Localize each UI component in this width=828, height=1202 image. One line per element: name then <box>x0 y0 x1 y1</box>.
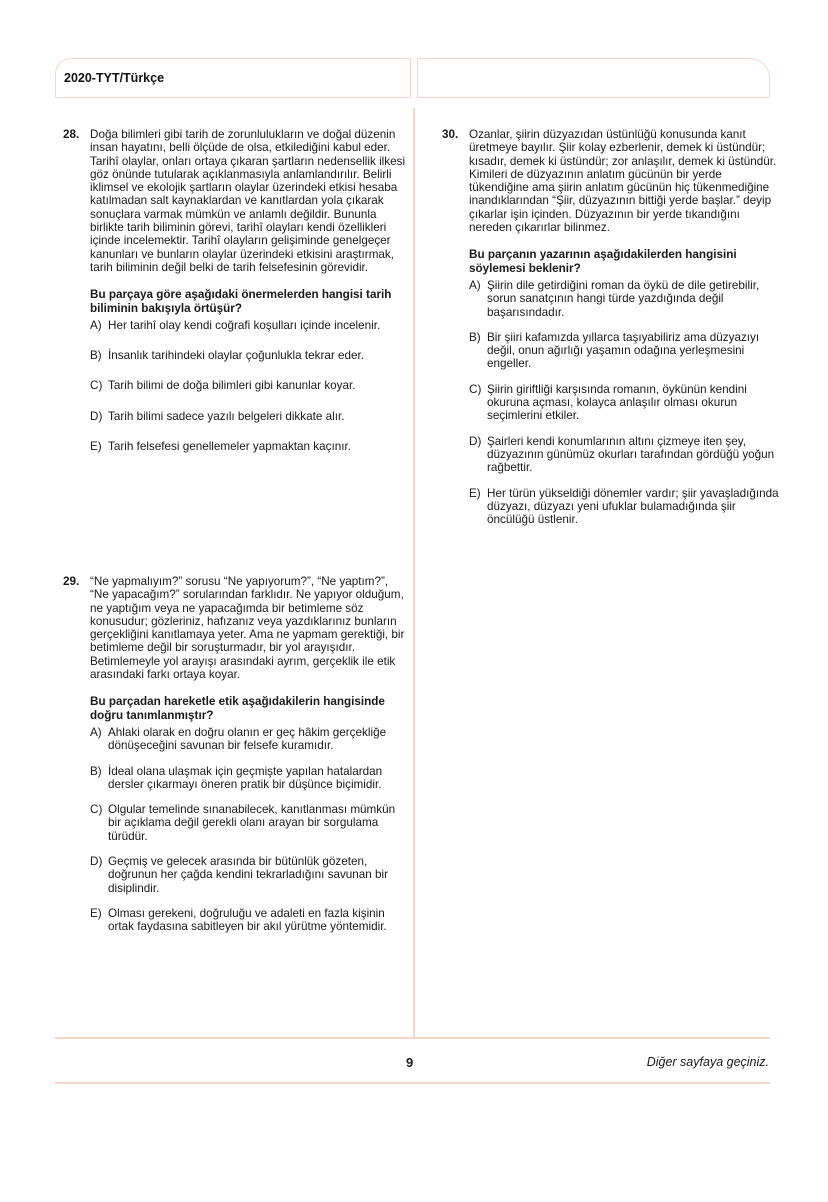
footer-top-rule <box>55 1037 770 1039</box>
option-b[interactable]: B) Bir şiiri kafamızda yıllarca taşıyabiliriz ama düzyazıyı değil, onun ağırlığı yaşamın odağına yerleşmesini engeller. <box>469 330 760 371</box>
option-e[interactable]: E) Her türün yükseldiği dönemler vardır; şiir yavaşladığında düzyazı, düzyazı yeni ufuklar bulamadığında şiir öncülüğü üstlenir. <box>469 486 779 527</box>
question-passage: Doğa bilimleri gibi tarih de zorunlulukların ve doğal düzenin insan hayatını, belli ölçüde de olsa, etkilediğini kabul eder. Tarihî olaylar, onları ortaya çıkaran şartların nedensellik ilkesi göz önünde tutularak açıklanmasıyla anlamlandırılır. Belirli iklimsel ve ekolojik şartların olaylar üzerindeki etkisi hesaba katılmadan salt kaynaklardan ve kanıtlardan yola çıkarak sonuçlara varmak mümkün ve anlamlı değildir. Bununla birlikte tarih biliminin görevi, tarihî olayları kendi özellikleri içinde incelemektir. Tarihî olayların gelişiminde genelgeçer kanunları ve bunların olaylar üzerindeki etkisini araştırmak, tarih biliminin değil belki de tarih felsefesinin görevidir. <box>90 128 406 274</box>
option-b[interactable]: B) İdeal olana ulaşmak için geçmişte yapılan hatalardan dersler çıkarmayı öneren pratik bir düşünce biçimidir. <box>90 764 383 791</box>
question-stem: Bu parçaya göre aşağıdaki önermelerden hangisi tarih biliminin bakışıyla örtüşür? <box>90 288 392 315</box>
question-30 <box>442 128 780 526</box>
question-number: 29. <box>63 575 80 588</box>
option-b[interactable]: B) İnsanlık tarihindeki olaylar çoğunlukla tekrar eder. <box>90 349 364 363</box>
question-number: 28. <box>63 128 80 141</box>
question-stem: Bu parçanın yazarının aşağıdakilerden hangisini söylemesi beklenir? <box>469 248 737 275</box>
option-a[interactable]: A) Ahlaki olarak en doğru olanın er geç hâkim gerçekliğe dönüşeceğini savunan bir felsefe kuramıdır. <box>90 725 387 753</box>
option-e[interactable]: E) Tarih felsefesi genellemeler yapmaktan kaçınır. <box>90 440 351 454</box>
question-28 <box>63 128 408 453</box>
option-d[interactable]: D) Tarih bilimi sadece yazılı belgeleri dikkate alır. <box>90 409 345 423</box>
footer-bottom-rule <box>55 1082 770 1084</box>
option-a[interactable]: A) Şiirin dile getirdiğini roman da öykü de dile getirebilir, sorun sanatçının hangi türde yazdığında değil başarısındadır. <box>469 278 760 319</box>
page-number: 9 <box>406 1055 414 1070</box>
question-stem: Bu parçadan hareketle etik aşağıdakilerin hangisinde doğru tanımlanmıştır? <box>90 695 385 722</box>
option-c[interactable]: C) Tarih bilimi de doğa bilimleri gibi kanunlar koyar. <box>90 379 356 393</box>
option-c[interactable]: C) Şiirin giriftliği karşısında romanın, öykünün kendini okuruna açması, kolayca anlaşılır olması okurun seçimlerini etkiler. <box>469 382 747 423</box>
next-page-note: Diğer sayfaya geçiniz. <box>646 1055 769 1069</box>
option-a[interactable]: A) Her tarihî olay kendi coğrafi koşulları içinde incelenir. <box>90 318 381 332</box>
column-divider <box>413 108 415 1038</box>
header-right-box <box>417 58 770 98</box>
header-left-box <box>55 58 411 98</box>
question-passage: “Ne yapmalıyım?” sorusu “Ne yapıyorum?”, “Ne yaptım?”, “Ne yapacağım?” sorularından farklıdır. Ne yapıyor olduğum, ne yaptığım veya ne yapacağımda bir betimleme söz konusudur; gözleriniz, hafızanız veya yazdıklarınız bunların gerçekliğini kanıtlamaya yeter. Ama ne yapmam gerektiği, bir betimleme değil bir soruşturmadır, bir yol arayışıdır. Betimlemeyle yol arayışı arasındaki ayrım, gerçeklik ile etik arasındaki farkı ortaya koyar. <box>90 575 405 682</box>
option-d[interactable]: D) Şairleri kendi konumlarının altını çizmeye iten şey, düzyazının günümüz okurları tarafından gördüğü yoğun rağbettir. <box>469 434 775 475</box>
option-c[interactable]: C) Olgular temelinde sınanabilecek, kanıtlanması mümkün bir açıklama değil gerekli olanı arayan bir sorgulama türüdür. <box>90 803 396 843</box>
exam-title: 2020-TYT/Türkçe <box>64 71 165 85</box>
question-29 <box>63 575 408 934</box>
option-d[interactable]: D) Geçmiş ve gelecek arasında bir bütünlük gözeten, doğrunun her çağda kendini tekrarladığını savunan bir disiplindir. <box>90 855 389 895</box>
question-passage: Ozanlar, şiirin düzyazıdan üstünlüğü konusunda kanıt üretmeye bayılır. Şiir kolay ezberlenir, demek ki üstündür; kısadır, demek ki üstündür; zor anlaşılır, demek ki üstündür. Kimileri de düzyazının anlatım gücünün bir yerde tükendiğine ama şiirin anlatım gücünün hiç tükenmediğine inandıklarından “Şiir, düzyazının bittiği yerde başlar.” deyip çıkarlar işin içinden. Düzyazının bir yerde tıkandığını nereden çıkarırlar bilinmez. <box>469 128 777 235</box>
question-number: 30. <box>442 128 459 141</box>
option-e[interactable]: E) Olması gerekeni, doğruluğu ve adaleti en fazla kişinin ortak faydasına sabitleyen bir akıl yürütme yöntemidir. <box>90 906 387 934</box>
